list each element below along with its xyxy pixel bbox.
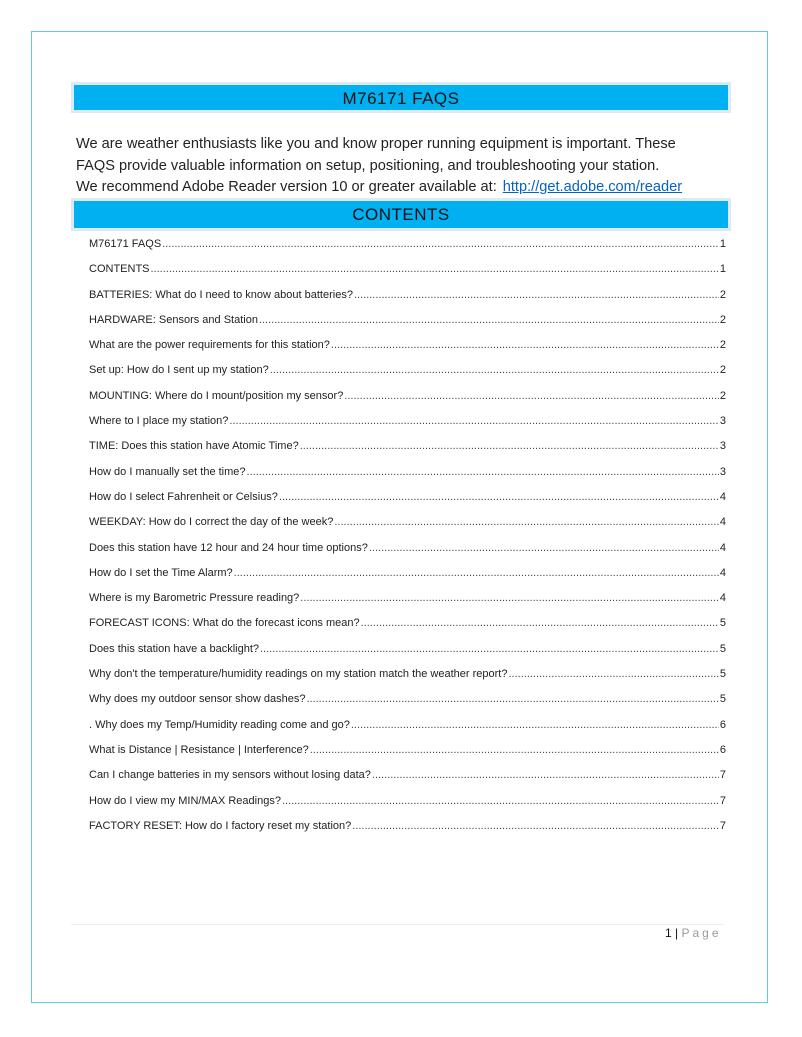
toc-entry-page: 2: [719, 389, 726, 402]
toc-entry-page: 5: [719, 617, 726, 630]
toc-leader-dots: [331, 339, 719, 351]
toc-entry-label: How do I view my MIN/MAX Readings?: [89, 794, 281, 807]
toc-leader-dots: [300, 440, 719, 452]
toc-leader-dots: [354, 289, 719, 301]
toc-leader-dots: [151, 263, 719, 275]
toc-leader-dots: [508, 668, 718, 680]
toc-entry-label: What is Distance | Resistance | Interference?: [89, 743, 309, 756]
toc-entry-page: 1: [719, 238, 726, 250]
toc-entry[interactable]: [89, 289, 726, 314]
toc-entry-page: 6: [719, 743, 726, 756]
toc-entry-label: How do I set the Time Alarm?: [89, 566, 233, 579]
toc-entry-page: 6: [719, 718, 726, 731]
title-banner: [71, 82, 731, 113]
toc-entry-label: Does this station have a backlight?: [89, 642, 259, 655]
toc-entry[interactable]: [89, 567, 726, 592]
toc-leader-dots: [259, 314, 719, 326]
toc-entry[interactable]: [89, 744, 726, 769]
toc-entry-label: TIME: Does this station have Atomic Time?: [89, 440, 299, 453]
intro-line: We are weather enthusiasts like you and know proper running equipment is important. These: [76, 136, 676, 152]
toc-entry-label: CONTENTS: [89, 263, 150, 276]
intro-paragraph: [76, 134, 736, 199]
toc-leader-dots: [162, 238, 719, 250]
toc-entry-page: 4: [719, 516, 726, 529]
toc-entry[interactable]: [89, 592, 726, 617]
toc-entry[interactable]: [89, 364, 726, 389]
toc-entry-page: 3: [719, 440, 726, 453]
toc-entry[interactable]: [89, 516, 726, 541]
toc-entry-label: Set up: How do I sent up my station?: [89, 364, 269, 377]
toc-entry[interactable]: [89, 491, 726, 516]
toc-entry[interactable]: [89, 643, 726, 668]
toc-entry-label: WEEKDAY: How do I correct the day of the week?: [89, 516, 334, 529]
toc-entry-page: 4: [719, 490, 726, 503]
toc-entry-label: Where is my Barometric Pressure reading?: [89, 592, 300, 605]
toc-leader-dots: [372, 769, 719, 781]
contents-title: CONTENTS: [74, 201, 728, 228]
toc-entry-page: 2: [719, 288, 726, 301]
toc-entry-label: Does this station have 12 hour and 24 hour time options?: [89, 541, 368, 554]
toc-entry[interactable]: [89, 769, 726, 794]
toc-entry-label: Why does my outdoor sensor show dashes?: [89, 693, 306, 706]
toc-entry-label: Why don't the temperature/humidity readings on my station match the weather report?: [89, 668, 508, 681]
toc-entry-page: 4: [719, 592, 726, 605]
toc-leader-dots: [260, 643, 719, 655]
toc-entry-page: 3: [719, 415, 726, 428]
intro-line: FAQS provide valuable information on setup, positioning, and troubleshooting your station.: [76, 157, 660, 174]
toc-leader-dots: [279, 491, 719, 503]
toc-entry-label: MOUNTING: Where do I mount/position my sensor?: [89, 389, 344, 402]
toc-entry[interactable]: [89, 339, 726, 364]
toc-entry-page: 5: [719, 642, 726, 655]
intro-line: We recommend Adobe Reader version 10 or greater available at:: [76, 179, 497, 195]
page-title: M76171 FAQS: [74, 85, 728, 110]
toc-leader-dots: [361, 617, 719, 629]
toc-entry-label: . Why does my Temp/Humidity reading come and go?: [89, 718, 350, 731]
toc-entry-page: 5: [719, 693, 726, 706]
toc-entry[interactable]: [89, 263, 726, 288]
toc-entry[interactable]: [89, 466, 726, 491]
toc-entry[interactable]: [89, 314, 726, 339]
toc-leader-dots: [247, 466, 719, 478]
toc-entry-label: Can I change batteries in my sensors without losing data?: [89, 769, 371, 782]
toc-leader-dots: [310, 744, 719, 756]
toc-entry-label: HARDWARE: Sensors and Station: [89, 313, 258, 326]
toc-entry-page: 2: [719, 339, 726, 352]
toc-entry-page: 1: [719, 263, 726, 276]
toc-leader-dots: [234, 567, 719, 579]
toc-leader-dots: [344, 390, 719, 402]
toc-leader-dots: [351, 719, 719, 731]
toc-entry[interactable]: [89, 820, 726, 845]
toc-entry[interactable]: [89, 415, 726, 440]
toc-entry-label: BATTERIES: What do I need to know about batteries?: [89, 288, 353, 301]
footer-separator: |: [675, 926, 679, 940]
toc-leader-dots: [282, 795, 719, 807]
toc-entry-label: FORECAST ICONS: What do the forecast icons mean?: [89, 617, 360, 630]
toc-entry-page: 4: [719, 541, 726, 554]
toc-leader-dots: [369, 542, 719, 554]
toc-entry-page: 5: [719, 668, 726, 681]
toc-entry[interactable]: [89, 238, 726, 263]
toc-entry-label: What are the power requirements for this station?: [89, 339, 330, 352]
page-label: Page: [681, 926, 722, 940]
toc-entry[interactable]: [89, 542, 726, 567]
page-number: 1: [665, 926, 672, 940]
toc-entry-label: Where to I place my station?: [89, 415, 229, 428]
footer-divider: [71, 924, 725, 925]
adobe-reader-link[interactable]: http://get.adobe.com/reader: [502, 179, 683, 195]
toc-entry[interactable]: [89, 668, 726, 693]
toc-entry[interactable]: [89, 795, 726, 820]
toc-entry[interactable]: [89, 390, 726, 415]
toc-entry-label: How do I manually set the time?: [89, 465, 246, 478]
toc-entry-label: FACTORY RESET: How do I factory reset my station?: [89, 819, 352, 832]
toc-leader-dots: [334, 516, 719, 528]
toc-leader-dots: [270, 364, 719, 376]
toc-leader-dots: [352, 820, 719, 832]
page-footer: [665, 926, 722, 940]
toc-entry-label: How do I select Fahrenheit or Celsius?: [89, 490, 278, 503]
toc-entry-label: M76171 FAQS: [89, 238, 162, 250]
table-of-contents: [89, 238, 726, 845]
toc-leader-dots: [300, 592, 719, 604]
toc-entry-page: 7: [719, 819, 726, 832]
toc-entry-page: 4: [719, 566, 726, 579]
toc-entry-page: 2: [719, 364, 726, 377]
toc-entry[interactable]: [89, 693, 726, 718]
toc-entry-page: 7: [719, 794, 726, 807]
contents-banner: [71, 198, 731, 231]
toc-entry-page: 2: [719, 313, 726, 326]
toc-entry-page: 7: [719, 769, 726, 782]
toc-leader-dots: [229, 415, 718, 427]
toc-leader-dots: [306, 693, 718, 705]
toc-entry-page: 3: [719, 465, 726, 478]
toc-entry[interactable]: [89, 440, 726, 465]
toc-entry[interactable]: [89, 719, 726, 744]
toc-entry[interactable]: [89, 617, 726, 642]
